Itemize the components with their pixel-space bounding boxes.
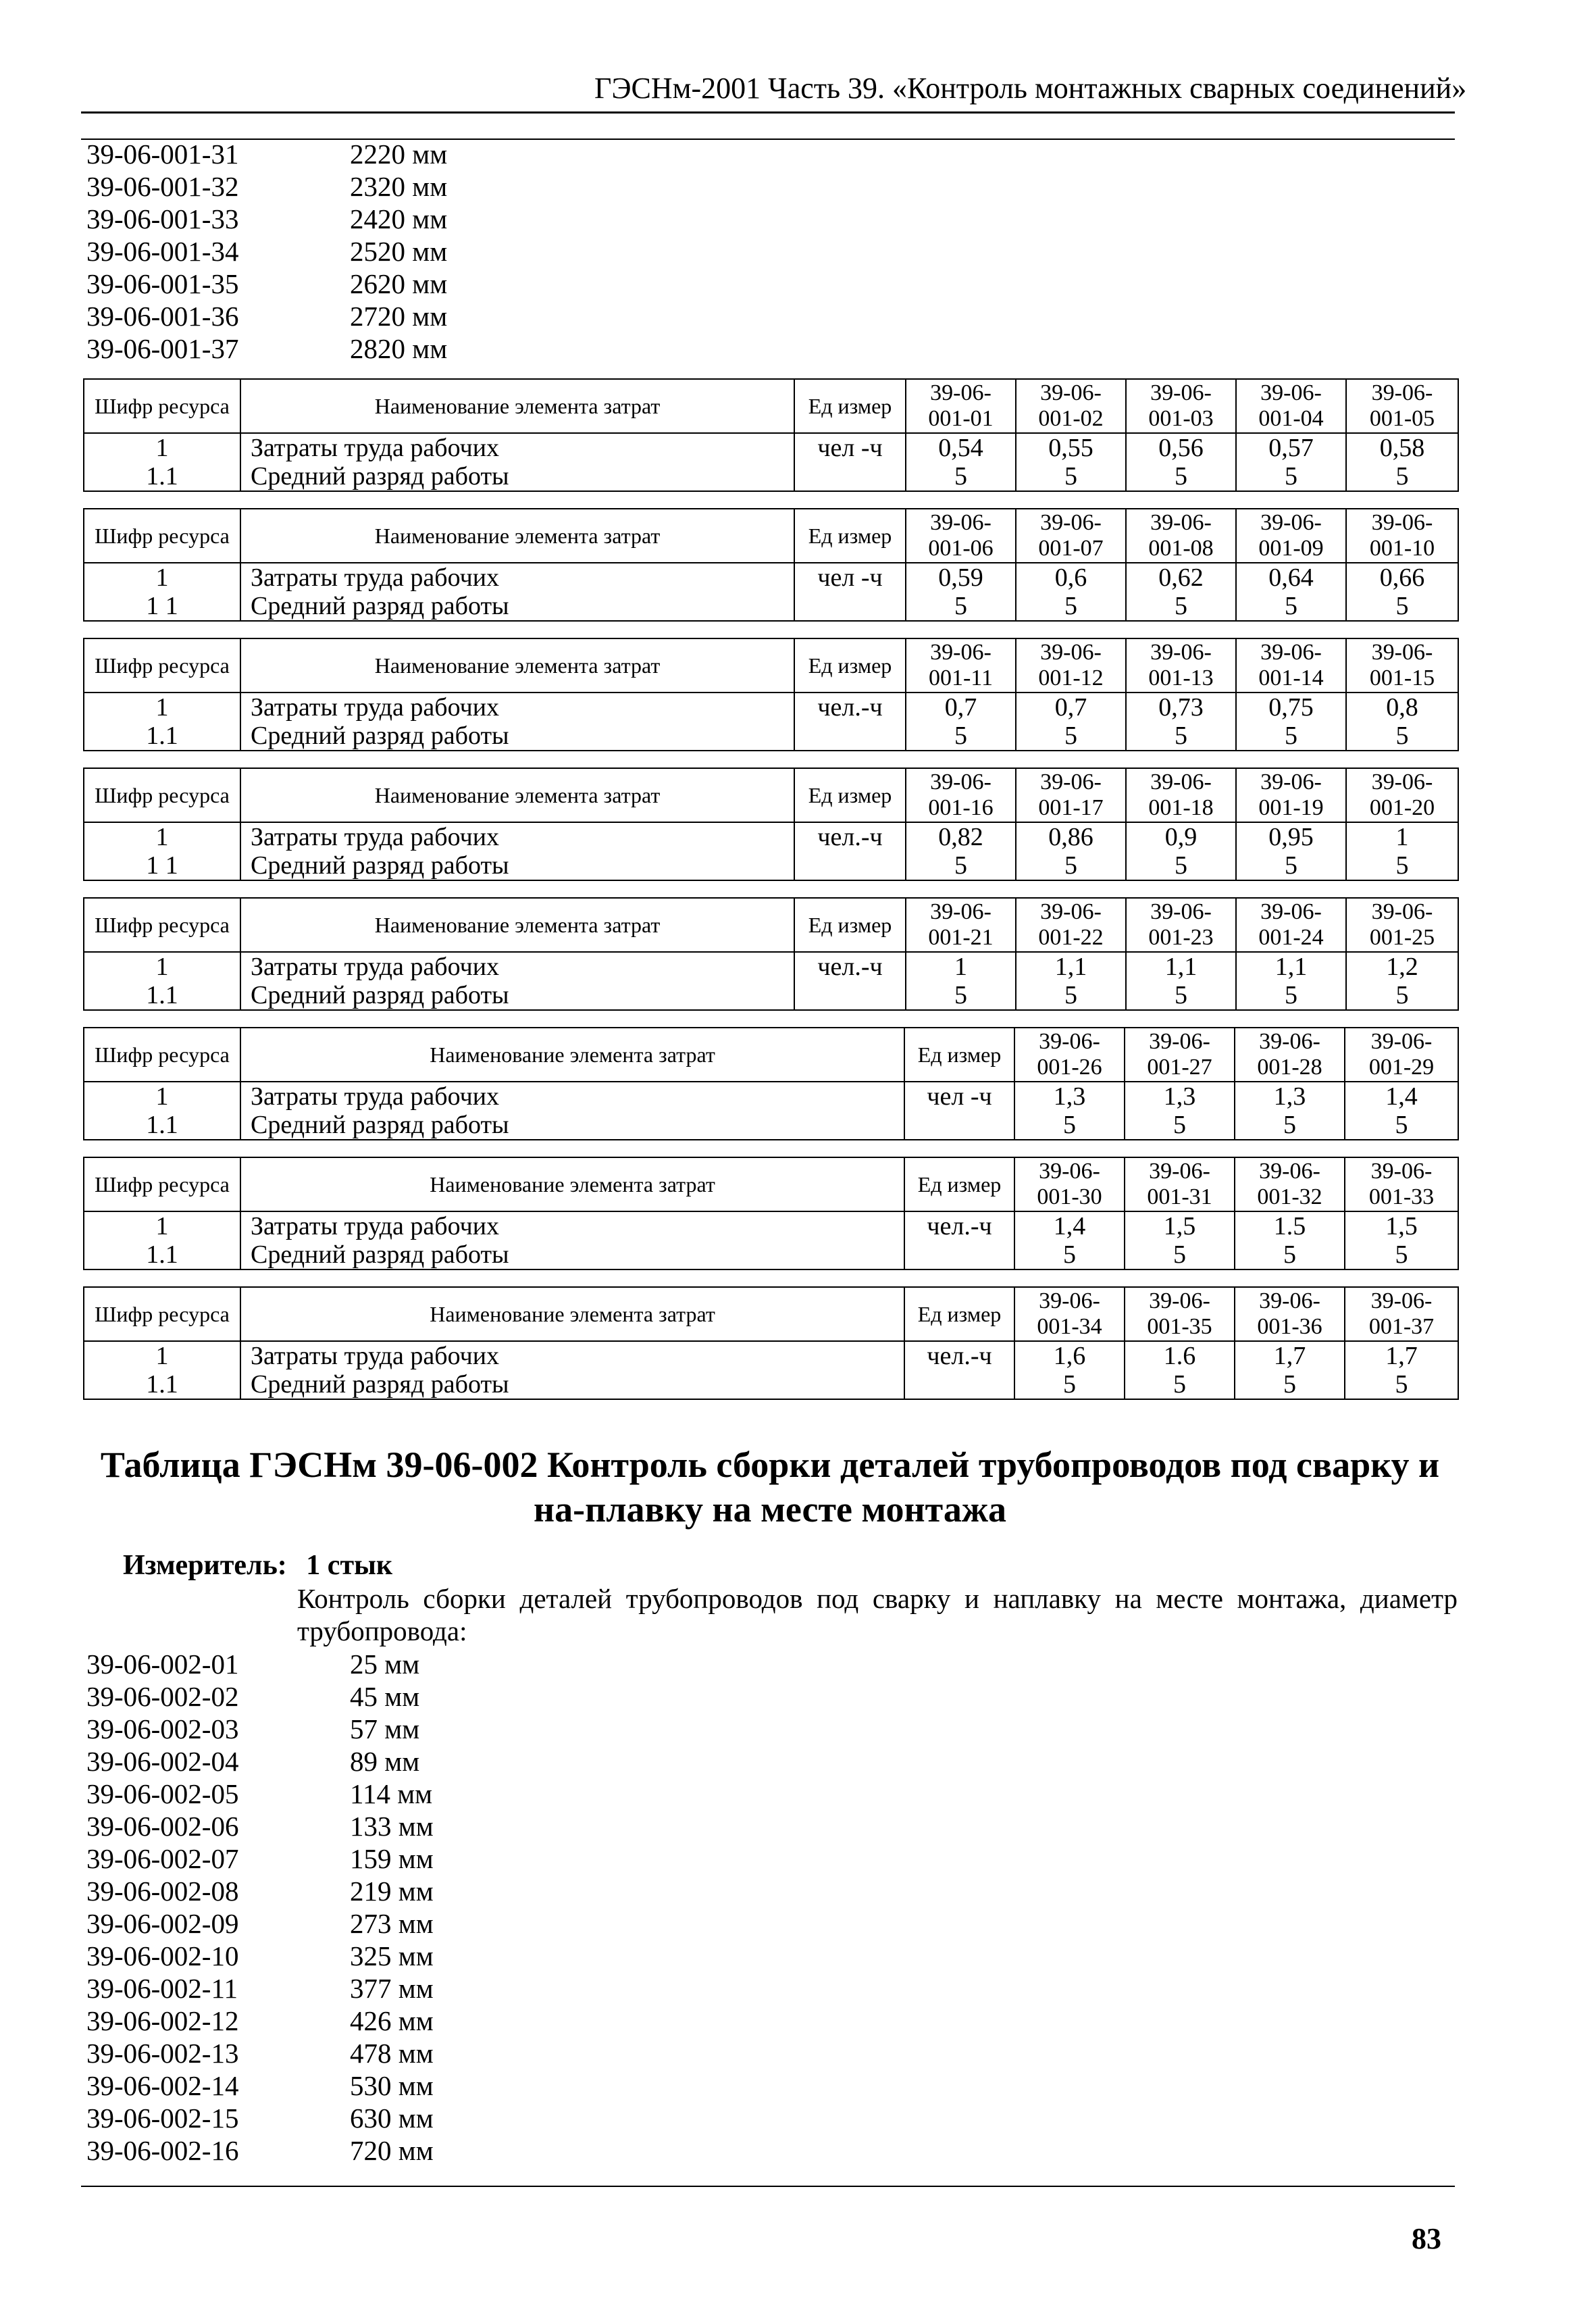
cell-cipher: 1.1 xyxy=(84,981,240,1010)
cell-name: Средний разряд работы xyxy=(240,981,794,1010)
item-code: 39-06-002-13 xyxy=(86,2038,239,2069)
cell-value: 5 xyxy=(1016,722,1126,751)
cell-unit: чел.-ч xyxy=(904,1341,1014,1370)
cell-value: 1,7 xyxy=(1235,1341,1345,1370)
item-code: 39-06-001-37 xyxy=(86,333,239,364)
cell-unit xyxy=(794,722,906,751)
cell-value: 5 xyxy=(1235,1111,1345,1140)
meter-label: Измеритель: xyxy=(123,1550,287,1581)
item-value: 2720 мм xyxy=(350,301,448,332)
cell-value: 0,6 xyxy=(1016,563,1126,592)
cell-value: 5 xyxy=(1346,462,1458,491)
cell-value: 5 xyxy=(1346,722,1458,751)
column-code: 39-06- 001-10 xyxy=(1346,509,1458,563)
cell-value: 5 xyxy=(1236,462,1346,491)
cell-value: 5 xyxy=(1236,722,1346,751)
cell-value: 5 xyxy=(1236,851,1346,880)
item-code: 39-06-001-31 xyxy=(86,139,239,170)
header-unit: Ед измер xyxy=(794,509,906,563)
cell-value: 5 xyxy=(906,851,1016,880)
cell-value: 5 xyxy=(906,981,1016,1010)
cell-value: 5 xyxy=(1235,1370,1345,1399)
column-code: 39-06- 001-15 xyxy=(1346,638,1458,693)
item-code: 39-06-001-32 xyxy=(86,171,239,202)
header-cipher: Шифр ресурса xyxy=(84,509,240,563)
cell-name: Средний разряд работы xyxy=(240,1240,904,1269)
item-value: 426 мм xyxy=(350,2005,434,2036)
item-value: 45 мм xyxy=(350,1681,420,1712)
cell-unit: чел -ч xyxy=(904,1082,1014,1111)
table-row xyxy=(84,563,1458,592)
column-code: 39-06- 001-02 xyxy=(1016,379,1126,433)
header-unit: Ед измер xyxy=(794,379,906,433)
cell-name: Затраты труда рабочих xyxy=(240,563,794,592)
column-code: 39-06- 001-25 xyxy=(1346,898,1458,952)
header-cipher: Шифр ресурса xyxy=(84,379,240,433)
table-row xyxy=(84,952,1458,981)
header-name: Наименование элемента затрат xyxy=(240,638,794,693)
table-title: Таблица ГЭСНм 39-06-002 Контроль сборки деталей трубопроводов под сварку и на-плавку на месте монтажа xyxy=(100,1444,1440,1530)
item-value: 630 мм xyxy=(350,2103,434,2134)
cell-value: 0,64 xyxy=(1236,563,1346,592)
cell-cipher: 1.1 xyxy=(84,1370,240,1399)
item-value: 159 мм xyxy=(350,1843,434,1874)
cell-value: 1,1 xyxy=(1016,952,1126,981)
cell-value: 5 xyxy=(1126,462,1236,491)
cell-value: 0,57 xyxy=(1236,433,1346,462)
cell-unit xyxy=(904,1370,1014,1399)
column-code: 39-06- 001-20 xyxy=(1346,768,1458,822)
cell-value: 5 xyxy=(906,722,1016,751)
cell-value: 1,1 xyxy=(1236,952,1346,981)
cell-value: 5 xyxy=(1236,981,1346,1010)
header-cipher: Шифр ресурса xyxy=(84,1287,240,1341)
meter-value: 1 стык xyxy=(306,1550,393,1581)
cell-value: 5 xyxy=(1235,1240,1345,1269)
item-value: 325 мм xyxy=(350,1940,434,1971)
cell-value: 0,86 xyxy=(1016,822,1126,851)
cell-cipher: 1 xyxy=(84,693,240,722)
column-code: 39-06- 001-05 xyxy=(1346,379,1458,433)
cell-value: 0,8 xyxy=(1346,693,1458,722)
table-row xyxy=(84,1211,1458,1240)
table-row xyxy=(84,822,1458,851)
header-rule xyxy=(81,111,1455,114)
cell-unit xyxy=(794,981,906,1010)
item-value: 25 мм xyxy=(350,1649,420,1680)
header-name: Наименование элемента затрат xyxy=(240,379,794,433)
cell-value: 5 xyxy=(1016,981,1126,1010)
cell-unit: чел -ч xyxy=(794,563,906,592)
cell-cipher: 1 xyxy=(84,952,240,981)
cost-table xyxy=(83,1286,1459,1400)
column-code: 39-06- 001-29 xyxy=(1345,1028,1458,1082)
cell-cipher: 1 xyxy=(84,1211,240,1240)
cell-name: Затраты труда рабочих xyxy=(240,1082,904,1111)
cell-name: Средний разряд работы xyxy=(240,592,794,621)
cell-name: Средний разряд работы xyxy=(240,462,794,491)
item-value: 57 мм xyxy=(350,1713,420,1744)
column-code: 39-06- 001-21 xyxy=(906,898,1016,952)
item-code: 39-06-002-08 xyxy=(86,1876,239,1907)
cell-unit xyxy=(904,1240,1014,1269)
cost-table xyxy=(83,1027,1459,1140)
cost-table xyxy=(83,508,1459,622)
column-code: 39-06- 001-34 xyxy=(1014,1287,1125,1341)
column-code: 39-06- 001-30 xyxy=(1014,1157,1125,1211)
header-name: Наименование элемента затрат xyxy=(240,1287,904,1341)
cell-value: 5 xyxy=(1125,1240,1235,1269)
cost-table xyxy=(83,638,1459,751)
cell-value: 0,75 xyxy=(1236,693,1346,722)
header-cipher: Шифр ресурса xyxy=(84,768,240,822)
cell-value: 1,6 xyxy=(1014,1341,1125,1370)
item-code: 39-06-002-15 xyxy=(86,2103,239,2134)
cell-value: 5 xyxy=(1125,1111,1235,1140)
cell-value: 5 xyxy=(1346,592,1458,621)
header-cipher: Шифр ресурса xyxy=(84,898,240,952)
column-code: 39-06- 001-11 xyxy=(906,638,1016,693)
cell-value: 1,4 xyxy=(1345,1082,1458,1111)
column-code: 39-06- 001-22 xyxy=(1016,898,1126,952)
cell-unit xyxy=(904,1111,1014,1140)
cell-name: Затраты труда рабочих xyxy=(240,1341,904,1370)
cell-value: 5 xyxy=(1125,1370,1235,1399)
column-code: 39-06- 001-06 xyxy=(906,509,1016,563)
cell-value: 5 xyxy=(1346,851,1458,880)
cell-value: 5 xyxy=(1016,851,1126,880)
header-rule-2 xyxy=(81,139,1455,140)
item-value: 377 мм xyxy=(350,1973,434,2004)
column-code: 39-06- 001-36 xyxy=(1235,1287,1345,1341)
cell-value: 5 xyxy=(1345,1370,1458,1399)
item-value: 530 мм xyxy=(350,2070,434,2101)
cell-name: Средний разряд работы xyxy=(240,851,794,880)
item-value: 2220 мм xyxy=(350,139,448,170)
item-value: 2620 мм xyxy=(350,268,448,299)
item-value: 89 мм xyxy=(350,1746,420,1777)
cost-table xyxy=(83,378,1459,492)
section-description: Контроль сборки деталей трубопроводов под сварку и наплавку на месте монтажа, диаметр трубопровода: xyxy=(297,1583,1458,1646)
cell-unit xyxy=(794,592,906,621)
cell-value: 0,62 xyxy=(1126,563,1236,592)
running-header: ГЭСНм-2001 Часть 39. «Контроль монтажных сварных соединений» xyxy=(594,72,1467,105)
item-value: 720 мм xyxy=(350,2135,434,2166)
table-row xyxy=(84,462,1458,491)
cell-cipher: 1 1 xyxy=(84,592,240,621)
cell-value: 5 xyxy=(1126,981,1236,1010)
cell-value: 1.5 xyxy=(1235,1211,1345,1240)
cell-cipher: 1 xyxy=(84,1341,240,1370)
item-code: 39-06-002-04 xyxy=(86,1746,239,1777)
column-code: 39-06- 001-24 xyxy=(1236,898,1346,952)
cell-value: 5 xyxy=(1236,592,1346,621)
item-code: 39-06-001-35 xyxy=(86,268,239,299)
header-unit: Ед измер xyxy=(904,1028,1014,1082)
table-row xyxy=(84,1240,1458,1269)
cell-cipher: 1 xyxy=(84,433,240,462)
cell-value: 5 xyxy=(1126,851,1236,880)
cell-value: 1,3 xyxy=(1125,1082,1235,1111)
item-value: 114 мм xyxy=(350,1778,433,1809)
column-code: 39-06- 001-23 xyxy=(1126,898,1236,952)
cell-value: 5 xyxy=(1126,592,1236,621)
item-code: 39-06-002-06 xyxy=(86,1811,239,1842)
item-code: 39-06-002-03 xyxy=(86,1713,239,1744)
cell-name: Средний разряд работы xyxy=(240,1111,904,1140)
cell-name: Средний разряд работы xyxy=(240,722,794,751)
header-cipher: Шифр ресурса xyxy=(84,1028,240,1082)
cell-value: 1,2 xyxy=(1346,952,1458,981)
page-number: 83 xyxy=(1412,2222,1441,2255)
cost-table xyxy=(83,768,1459,881)
cell-unit: чел -ч xyxy=(794,433,906,462)
cell-value: 5 xyxy=(1014,1240,1125,1269)
item-value: 2420 мм xyxy=(350,203,448,234)
cell-value: 0,66 xyxy=(1346,563,1458,592)
cell-value: 1.6 xyxy=(1125,1341,1235,1370)
cell-value: 5 xyxy=(1016,462,1126,491)
cell-value: 0,54 xyxy=(906,433,1016,462)
cell-value: 0,73 xyxy=(1126,693,1236,722)
cell-name: Затраты труда рабочих xyxy=(240,693,794,722)
item-value: 133 мм xyxy=(350,1811,434,1842)
item-code: 39-06-002-05 xyxy=(86,1778,239,1809)
cell-value: 5 xyxy=(1345,1111,1458,1140)
table-row xyxy=(84,1111,1458,1140)
cell-value: 5 xyxy=(906,592,1016,621)
header-name: Наименование элемента затрат xyxy=(240,1157,904,1211)
table-row xyxy=(84,693,1458,722)
cell-cipher: 1 1 xyxy=(84,851,240,880)
cell-value: 5 xyxy=(1345,1240,1458,1269)
table-row xyxy=(84,1082,1458,1111)
column-code: 39-06- 001-13 xyxy=(1126,638,1236,693)
cost-table xyxy=(83,1157,1459,1270)
item-value: 219 мм xyxy=(350,1876,434,1907)
table-row xyxy=(84,851,1458,880)
cell-value: 1,5 xyxy=(1125,1211,1235,1240)
cell-value: 1,5 xyxy=(1345,1211,1458,1240)
table-row xyxy=(84,592,1458,621)
table-row xyxy=(84,981,1458,1010)
cell-unit xyxy=(794,851,906,880)
cell-name: Затраты труда рабочих xyxy=(240,952,794,981)
cell-value: 5 xyxy=(1126,722,1236,751)
cell-unit: чел.-ч xyxy=(794,822,906,851)
cell-value: 5 xyxy=(906,462,1016,491)
item-code: 39-06-002-14 xyxy=(86,2070,239,2101)
header-cipher: Шифр ресурса xyxy=(84,1157,240,1211)
cell-unit xyxy=(794,462,906,491)
cell-cipher: 1.1 xyxy=(84,1240,240,1269)
column-code: 39-06- 001-33 xyxy=(1345,1157,1458,1211)
column-code: 39-06- 001-27 xyxy=(1125,1028,1235,1082)
item-value: 273 мм xyxy=(350,1908,434,1939)
item-value: 2320 мм xyxy=(350,171,448,202)
cell-cipher: 1.1 xyxy=(84,462,240,491)
cell-unit: чел.-ч xyxy=(904,1211,1014,1240)
table-row xyxy=(84,433,1458,462)
header-unit: Ед измер xyxy=(904,1157,1014,1211)
cell-value: 1,4 xyxy=(1014,1211,1125,1240)
item-code: 39-06-002-02 xyxy=(86,1681,239,1712)
cell-value: 1 xyxy=(906,952,1016,981)
cell-cipher: 1 xyxy=(84,563,240,592)
item-code: 39-06-002-12 xyxy=(86,2005,239,2036)
item-code: 39-06-002-07 xyxy=(86,1843,239,1874)
column-code: 39-06- 001-04 xyxy=(1236,379,1346,433)
cell-value: 0,9 xyxy=(1126,822,1236,851)
column-code: 39-06- 001-03 xyxy=(1126,379,1236,433)
footer-rule xyxy=(81,2186,1455,2187)
cell-value: 5 xyxy=(1014,1111,1125,1140)
column-code: 39-06- 001-12 xyxy=(1016,638,1126,693)
cell-value: 0,58 xyxy=(1346,433,1458,462)
column-code: 39-06- 001-35 xyxy=(1125,1287,1235,1341)
cell-value: 1,3 xyxy=(1235,1082,1345,1111)
cell-value: 1,7 xyxy=(1345,1341,1458,1370)
item-code: 39-06-002-10 xyxy=(86,1940,239,1971)
cell-value: 0,55 xyxy=(1016,433,1126,462)
column-code: 39-06- 001-19 xyxy=(1236,768,1346,822)
cell-cipher: 1.1 xyxy=(84,1111,240,1140)
column-code: 39-06- 001-16 xyxy=(906,768,1016,822)
column-code: 39-06- 001-28 xyxy=(1235,1028,1345,1082)
column-code: 39-06- 001-18 xyxy=(1126,768,1236,822)
cell-unit: чел.-ч xyxy=(794,952,906,981)
item-value: 478 мм xyxy=(350,2038,434,2069)
cell-name: Средний разряд работы xyxy=(240,1370,904,1399)
cell-value: 5 xyxy=(1014,1370,1125,1399)
cell-value: 1,1 xyxy=(1126,952,1236,981)
cell-value: 5 xyxy=(1016,592,1126,621)
column-code: 39-06- 001-37 xyxy=(1345,1287,1458,1341)
item-code: 39-06-002-01 xyxy=(86,1649,239,1680)
column-code: 39-06- 001-26 xyxy=(1014,1028,1125,1082)
header-name: Наименование элемента затрат xyxy=(240,768,794,822)
item-value: 2820 мм xyxy=(350,333,448,364)
column-code: 39-06- 001-14 xyxy=(1236,638,1346,693)
column-code: 39-06- 001-09 xyxy=(1236,509,1346,563)
table-row xyxy=(84,1370,1458,1399)
column-code: 39-06- 001-08 xyxy=(1126,509,1236,563)
header-unit: Ед измер xyxy=(794,898,906,952)
header-unit: Ед измер xyxy=(794,638,906,693)
cell-name: Затраты труда рабочих xyxy=(240,1211,904,1240)
cell-value: 0,7 xyxy=(1016,693,1126,722)
header-name: Наименование элемента затрат xyxy=(240,509,794,563)
cell-value: 0,95 xyxy=(1236,822,1346,851)
item-code: 39-06-001-36 xyxy=(86,301,239,332)
cell-value: 1 xyxy=(1346,822,1458,851)
cell-value: 5 xyxy=(1346,981,1458,1010)
cell-cipher: 1.1 xyxy=(84,722,240,751)
header-unit: Ед измер xyxy=(904,1287,1014,1341)
cell-value: 0,7 xyxy=(906,693,1016,722)
cell-value: 0,82 xyxy=(906,822,1016,851)
cell-cipher: 1 xyxy=(84,1082,240,1111)
header-unit: Ед измер xyxy=(794,768,906,822)
cell-name: Затраты труда рабочих xyxy=(240,822,794,851)
table-row xyxy=(84,1341,1458,1370)
meter-line xyxy=(123,1549,392,1582)
header-name: Наименование элемента затрат xyxy=(240,1028,904,1082)
column-code: 39-06- 001-01 xyxy=(906,379,1016,433)
header-name: Наименование элемента затрат xyxy=(240,898,794,952)
item-value: 2520 мм xyxy=(350,236,448,267)
cell-cipher: 1 xyxy=(84,822,240,851)
item-code: 39-06-001-34 xyxy=(86,236,239,267)
cell-value: 0,59 xyxy=(906,563,1016,592)
column-code: 39-06- 001-31 xyxy=(1125,1157,1235,1211)
cell-unit: чел.-ч xyxy=(794,693,906,722)
item-code: 39-06-001-33 xyxy=(86,203,239,234)
header-cipher: Шифр ресурса xyxy=(84,638,240,693)
item-code: 39-06-002-09 xyxy=(86,1908,239,1939)
table-row xyxy=(84,722,1458,751)
column-code: 39-06- 001-32 xyxy=(1235,1157,1345,1211)
cell-name: Затраты труда рабочих xyxy=(240,433,794,462)
item-code: 39-06-002-11 xyxy=(86,1973,238,2004)
cell-value: 1,3 xyxy=(1014,1082,1125,1111)
cell-value: 0,56 xyxy=(1126,433,1236,462)
column-code: 39-06- 001-07 xyxy=(1016,509,1126,563)
item-code: 39-06-002-16 xyxy=(86,2135,239,2166)
column-code: 39-06- 001-17 xyxy=(1016,768,1126,822)
cost-table xyxy=(83,897,1459,1011)
